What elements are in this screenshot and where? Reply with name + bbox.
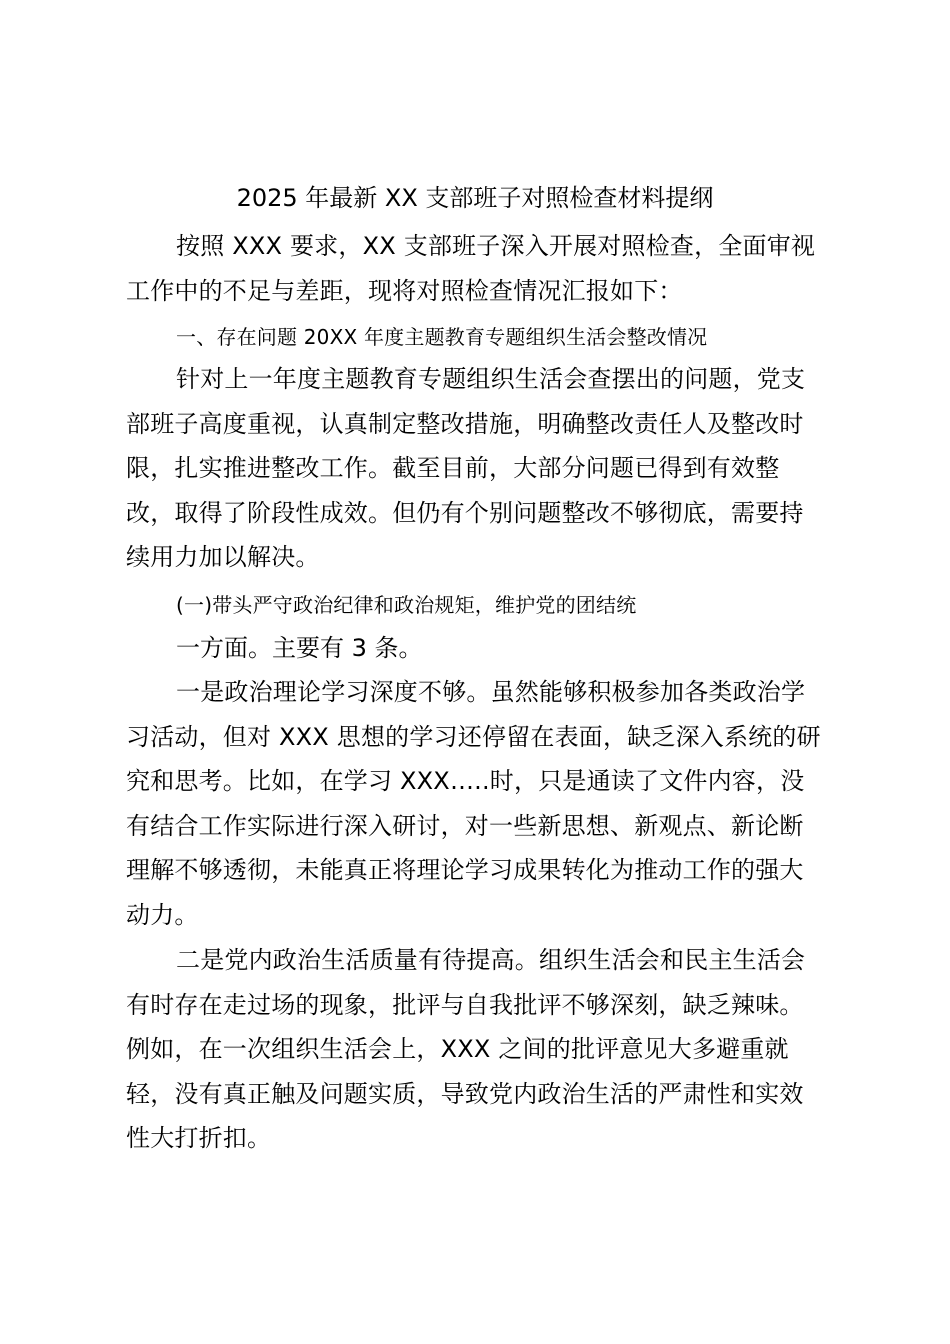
subsection-1-heading-continuation: 一方面。主要有 3 条。: [176, 634, 423, 662]
section-1-body: 针对上一年度主题教育专题组织生活会查摆出的问题，党支部班子高度重视，认真制定整改措施，明确整改责任人及整改时限，扎实推进整改工作。截至目前，大部分问题已得到有效整改，取得了阶段性成效。但仍有个别问题整改不够彻底，需要持续用力加以解决。: [126, 365, 806, 571]
point-2-paragraph: 二是党内政治生活质量有待提高。组织生活会和民主生活会有时存在走过场的现象，批评与自我批评不够深刻，缺乏辣味。例如，在一次组织生活会上，XXX 之间的批评意见大多避重就轻，没有真正触及问题实质，导致党内政治生活的严肃性和实效性大打折扣。: [126, 946, 806, 1152]
section-1-heading: 一、存在问题 20XX 年度主题教育专题组织生活会整改情况: [176, 325, 708, 349]
point-1-paragraph: 一是政治理论学习深度不够。虽然能够积极参加各类政治学习活动，但对 XXX 思想的学习还停留在表面，缺乏深入系统的研究和思考。比如，在学习 XXX…..时，只是通读了文件内容，没有结合工作实际进行深入研讨，对一些新思想、新观点、新论断理解不够透彻，未能真正将理论学习成果转化为推动工作的强大动力。: [126, 678, 821, 929]
subsection-1-heading: (一)带头严守政治纪律和政治规矩，维护党的团结统: [176, 593, 637, 617]
document-title: 2025 年最新 XX 支部班子对照检查材料提纲: [236, 184, 714, 212]
intro-paragraph: 按照 XXX 要求，XX 支部班子深入开展对照检查，全面审视工作中的不足与差距，现将对照检查情况汇报如下：: [126, 232, 816, 305]
